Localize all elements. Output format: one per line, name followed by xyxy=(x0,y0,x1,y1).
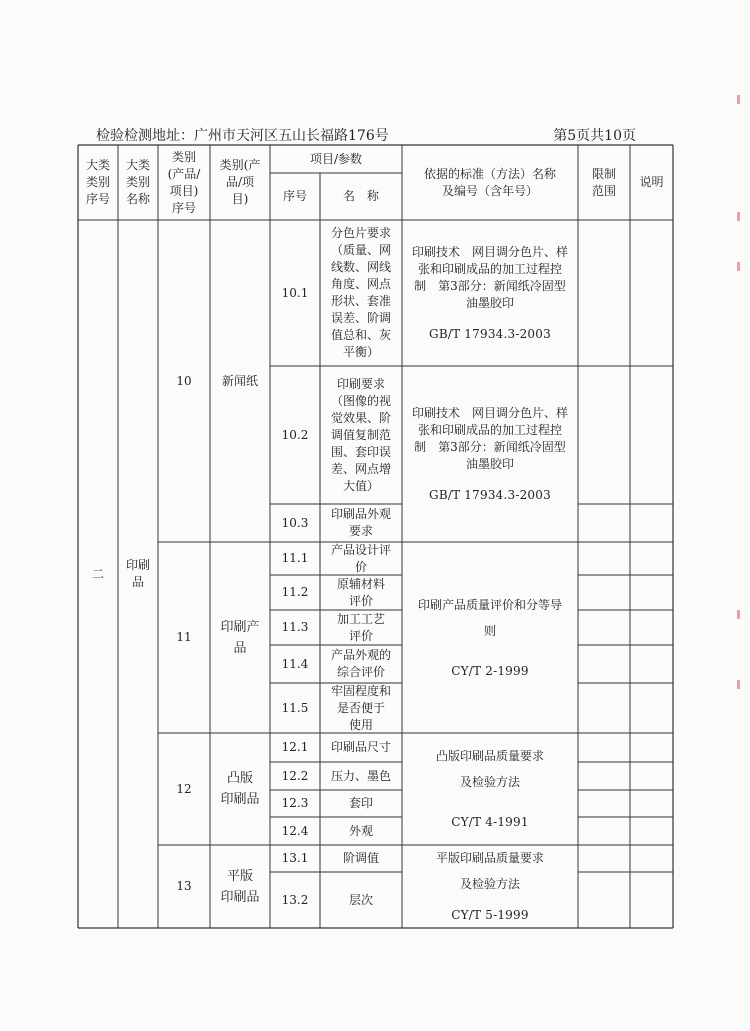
item-seq-line: 12.2 xyxy=(281,768,309,783)
item-seq xyxy=(270,504,320,542)
item-name-line: 印刷品外观 xyxy=(330,507,391,521)
standard-cell-line: 及检验方法 xyxy=(459,775,520,789)
item-name-line: （图像的视 xyxy=(330,393,391,408)
item-name xyxy=(320,366,402,504)
item-seq xyxy=(270,762,320,790)
item-name-line: 值总和、灰 xyxy=(330,328,391,342)
standard-cell-line: 制 第3部分：新闻纸冷固型 xyxy=(414,439,566,454)
item-seq xyxy=(270,872,320,928)
header-limit-line: 限制 xyxy=(591,166,616,181)
item-seq xyxy=(270,366,320,504)
category-name-line: 印刷品 xyxy=(220,889,260,905)
header-item-group xyxy=(270,145,402,173)
category-name xyxy=(210,845,270,928)
item-seq-line: 11.2 xyxy=(281,585,309,599)
standard-cell-line: 则 xyxy=(483,623,496,638)
item-seq-line: 12.3 xyxy=(281,796,309,810)
category-seq xyxy=(158,845,210,928)
category-seq-line: 13 xyxy=(176,879,192,893)
header-note-line: 说明 xyxy=(639,175,664,189)
standard-cell-line: 印刷产品质量评价和分等导 xyxy=(417,597,562,612)
standard-code: CY/T 5-1999 xyxy=(451,908,529,922)
item-name-line: 加工工艺 xyxy=(336,611,385,626)
category-name-line: 印刷产 xyxy=(220,619,260,635)
standard-code: CY/T 4-1991 xyxy=(451,815,529,829)
item-name-line: 层次 xyxy=(348,892,373,907)
item-seq xyxy=(270,683,320,733)
item-name xyxy=(320,817,402,845)
major-seq xyxy=(78,220,118,928)
standard-cell-line: 张和印刷成品的加工过程控 xyxy=(417,261,562,276)
item-name xyxy=(320,790,402,817)
item-name-line: 评价 xyxy=(348,628,373,643)
standard-code: GB/T 17934.3-2003 xyxy=(429,487,551,502)
category-seq-line: 12 xyxy=(176,781,192,796)
item-name xyxy=(320,762,402,790)
major-seq-line: 二 xyxy=(91,566,104,581)
item-seq xyxy=(270,790,320,817)
header-note xyxy=(630,145,673,220)
header-standard-line: 及编号（含年号） xyxy=(441,183,538,198)
header-category-name-line: 目) xyxy=(231,192,249,206)
item-name xyxy=(320,575,402,610)
item-name xyxy=(320,610,402,645)
item-name-line: 综合评价 xyxy=(336,665,385,679)
item-name-line: 误差、阶调 xyxy=(330,311,391,325)
lab-address: 检验检测地址：广州市天河区五山长福路176号 xyxy=(96,128,389,144)
item-name-line: 调值复制范 xyxy=(330,427,391,442)
category-seq-line: 10 xyxy=(176,373,192,388)
item-seq-line: 10.2 xyxy=(281,427,309,442)
item-name xyxy=(320,872,402,928)
standard-cell-line: 印刷技术 网目调分色片、样 xyxy=(411,405,568,420)
item-seq-line: 13.2 xyxy=(281,892,309,907)
item-seq-line: 12.4 xyxy=(281,823,309,838)
major-name xyxy=(118,220,158,928)
header-major-name xyxy=(118,145,158,220)
item-seq xyxy=(270,542,320,575)
item-seq-line: 11.3 xyxy=(281,620,309,634)
major-name-line: 品 xyxy=(131,575,144,589)
item-name-line: 是否便于 xyxy=(336,700,385,715)
item-name xyxy=(320,683,402,733)
standard-cell xyxy=(402,733,578,845)
item-name-line: 压力、墨色 xyxy=(330,768,391,783)
item-name xyxy=(320,645,402,683)
header-major-seq xyxy=(78,145,118,220)
item-name-line: 印刷品尺寸 xyxy=(330,740,391,754)
standard-cell-line: 油墨胶印 xyxy=(465,295,514,310)
item-name-line: 套印 xyxy=(348,796,373,810)
category-seq xyxy=(158,733,210,845)
category-seq-line: 11 xyxy=(176,630,192,644)
item-name-line: 印刷要求 xyxy=(336,376,385,391)
item-name-line: 分色片要求 xyxy=(330,226,391,240)
item-name-line: 形状、套准 xyxy=(330,294,391,308)
header-standard xyxy=(402,145,578,220)
item-name xyxy=(320,845,402,872)
item-seq xyxy=(270,733,320,762)
header-item-name xyxy=(320,173,402,220)
standard-cell-line: 及检验方法 xyxy=(459,877,520,891)
item-seq xyxy=(270,817,320,845)
header-major-seq-line: 类别 xyxy=(85,175,110,189)
item-name-line: 产品外观的 xyxy=(330,648,391,662)
item-name xyxy=(320,504,402,542)
header-item-group-line: 项目/参数 xyxy=(309,151,363,166)
header-major-seq-line: 大类 xyxy=(85,158,110,172)
category-name-line: 品 xyxy=(233,640,247,656)
header-item-seq-line: 序号 xyxy=(282,189,307,203)
item-name xyxy=(320,220,402,366)
item-seq xyxy=(270,575,320,610)
standard-cell-line: 凸版印刷品质量要求 xyxy=(435,749,544,763)
header-category-seq-line: 类别 xyxy=(171,149,196,164)
item-name-line: 使用 xyxy=(348,717,373,732)
item-seq-line: 11.4 xyxy=(281,656,309,671)
item-name-line: 角度、网点 xyxy=(330,277,391,291)
item-name-line: 差、网点增 xyxy=(330,461,391,476)
category-name-line: 凸版 xyxy=(226,771,253,786)
item-name-line: 围、套印误 xyxy=(330,444,391,459)
item-name xyxy=(320,542,402,575)
item-name-line: 要求 xyxy=(348,524,373,538)
standard-code: CY/T 2-1999 xyxy=(451,663,529,678)
major-name-line: 印刷 xyxy=(125,558,150,572)
category-seq xyxy=(158,542,210,733)
standard-cell-line: 制 第3部分：新闻纸冷固型 xyxy=(414,278,566,293)
item-name-line: 原辅材料 xyxy=(336,576,385,591)
header-item-seq xyxy=(270,173,320,220)
item-name-line: 阶调值 xyxy=(342,851,379,865)
item-seq-line: 10.1 xyxy=(281,285,309,300)
standard-cell xyxy=(402,366,578,542)
standard-cell-line: 油墨胶印 xyxy=(465,456,514,471)
item-name-line: 外观 xyxy=(348,823,373,838)
category-name xyxy=(210,733,270,845)
standard-code: GB/T 17934.3-2003 xyxy=(429,326,551,341)
header-category-seq-line: 项目) xyxy=(169,183,199,198)
item-seq-line: 12.1 xyxy=(281,740,309,754)
item-seq-line: 13.1 xyxy=(281,851,309,865)
category-name-line: 新闻纸 xyxy=(221,373,258,388)
standard-cell-line: 张和印刷成品的加工过程控 xyxy=(417,422,562,437)
item-name-line: 评价 xyxy=(348,593,373,608)
item-name-line: 价 xyxy=(354,559,367,574)
category-name-line: 平版 xyxy=(226,868,253,884)
standard-cell-line: 平版印刷品质量要求 xyxy=(435,851,544,865)
standard-cell xyxy=(402,542,578,733)
item-seq-line: 11.5 xyxy=(281,700,309,715)
item-name-line: 牢固程度和 xyxy=(330,683,391,698)
item-seq xyxy=(270,845,320,872)
header-standard-line: 依据的标准（方法）名称 xyxy=(423,166,556,181)
header-major-name-line: 类别 xyxy=(125,175,150,189)
category-name-line: 印刷品 xyxy=(220,792,260,807)
item-name-line: 平衡） xyxy=(342,345,379,359)
item-seq-line: 11.1 xyxy=(281,551,309,565)
item-name-line: 觉效果、阶 xyxy=(330,410,391,425)
item-name-line: 线数、网线 xyxy=(330,260,391,274)
category-name xyxy=(210,542,270,733)
item-name-line: 大值） xyxy=(342,478,379,493)
header-item-name-line: 名 称 xyxy=(342,189,379,203)
item-seq-line: 10.3 xyxy=(281,515,309,530)
header-limit-line: 范围 xyxy=(591,183,616,198)
item-seq xyxy=(270,220,320,366)
header-category-seq xyxy=(158,145,210,220)
header-category-name-line: 类别(产 xyxy=(219,158,261,172)
category-name xyxy=(210,220,270,542)
item-seq xyxy=(270,645,320,683)
header-category-seq-line: 序号 xyxy=(171,200,196,215)
header-category-seq-line: (产品/ xyxy=(167,166,201,181)
header-category-name xyxy=(210,145,270,220)
header-limit xyxy=(578,145,630,220)
standard-cell-line: 印刷技术 网目调分色片、样 xyxy=(411,244,568,259)
header-category-name-line: 品/项 xyxy=(225,175,255,189)
category-seq xyxy=(158,220,210,542)
item-seq xyxy=(270,610,320,645)
header-major-name-line: 大类 xyxy=(125,158,150,172)
standard-cell xyxy=(402,220,578,366)
page-number: 第5页共10页 xyxy=(553,128,636,144)
standard-cell xyxy=(402,845,578,928)
header-major-seq-line: 序号 xyxy=(85,192,110,206)
item-name xyxy=(320,733,402,762)
item-name-line: 产品设计评 xyxy=(330,542,391,557)
item-name-line: （质量、网 xyxy=(330,243,391,257)
header-major-name-line: 名称 xyxy=(125,192,150,206)
